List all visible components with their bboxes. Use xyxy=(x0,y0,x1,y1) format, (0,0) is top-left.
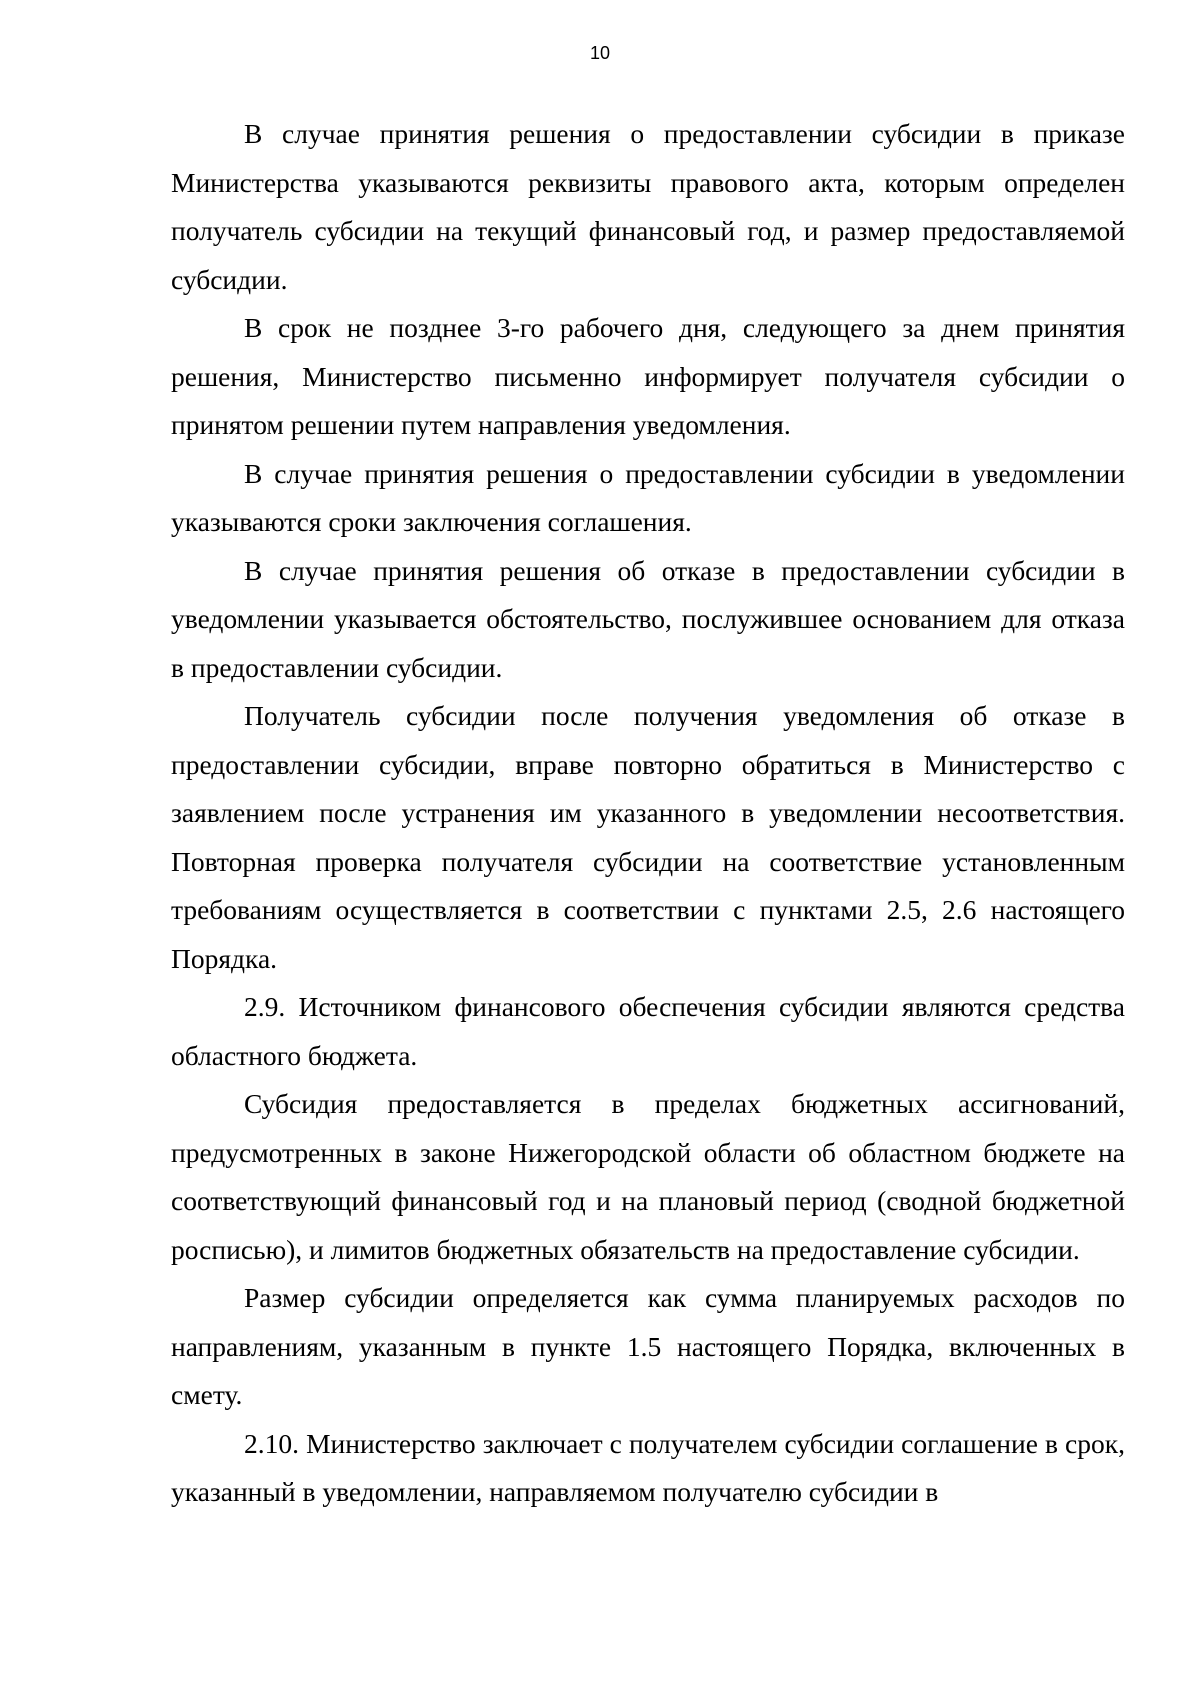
paragraph: В случае принятия решения о предоставлении субсидии в приказе Министерства указываются реквизиты правового акта, которым определен получатель субсидии на текущий финансовый год, и размер предоставляемой субсидии. xyxy=(171,118,1125,295)
paragraph: В случае принятия решения об отказе в предоставлении субсидии в уведомлении указывается обстоятельство, послужившее основанием для отказа в предоставлении субсидии. xyxy=(171,554,1125,683)
paragraph: Получатель субсидии после получения уведомления об отказе в предоставлении субсидии, вправе повторно обратиться в Министерство с заявлением после устранения им указанного в уведомлении несоответствия. Повторная проверка получателя субсидии на соответствие установленным требованиям осуществляется в соответствии с пунктами 2.5, 2.6 настоящего Порядка. xyxy=(171,700,1125,974)
paragraph: Размер субсидии определяется как сумма планируемых расходов по направлениям, указанным в пункте 1.5 настоящего Порядка, включенных в смету. xyxy=(171,1282,1125,1410)
page-number: 10 xyxy=(589,43,611,63)
document-body xyxy=(171,110,1125,1517)
paragraph: В случае принятия решения о предоставлении субсидии в уведомлении указываются сроки заключения соглашения. xyxy=(171,457,1125,537)
paragraph-section-2-10: 2.10. Министерство заключает с получателем субсидии соглашение в срок, указанный в уведомлении, направляемом получателю субсидии в xyxy=(171,1427,1125,1507)
paragraph: Субсидия предоставляется в пределах бюджетных ассигнований, предусмотренных в законе Нижегородской области об областном бюджете на соответствующий финансовый год и на плановый период (сводной бюджетной росписью), и лимитов бюджетных обязательств на предоставление субсидии. xyxy=(171,1088,1125,1265)
paragraph: В срок не позднее 3-го рабочего дня, следующего за днем принятия решения, Министерство письменно информирует получателя субсидии о принятом решении путем направления уведомления. xyxy=(171,312,1125,440)
paragraph-section-2-9: 2.9. Источником финансового обеспечения субсидии являются средства областного бюджета. xyxy=(171,991,1125,1071)
